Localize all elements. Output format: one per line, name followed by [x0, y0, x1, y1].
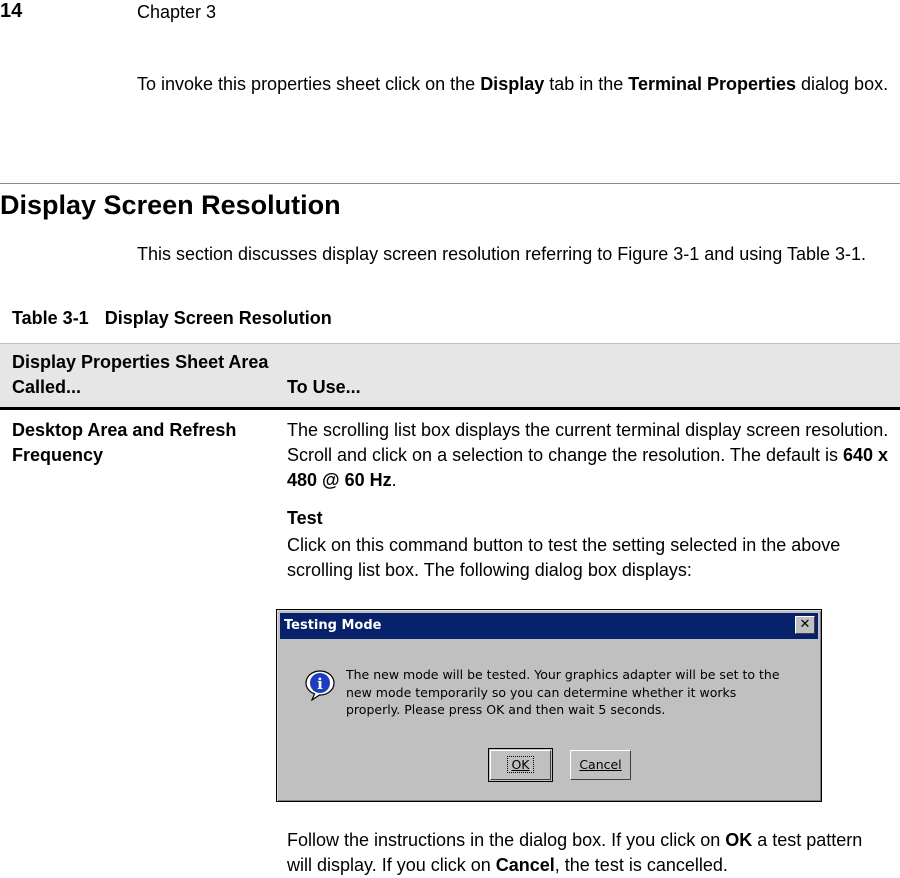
row-text: The scrolling list box displays the current terminal display screen resolution. Scroll and click on a selection to change the resolution. The default is [287, 420, 889, 465]
intro-paragraph [137, 72, 897, 97]
follow-text: , the test is cancelled. [554, 855, 728, 875]
table-row-label: Desktop Area and Refresh Frequency [12, 420, 237, 465]
dialog-message-line: new mode temporarily so you can determine whether it works [346, 684, 737, 700]
cancel-button[interactable] [570, 750, 631, 780]
row-text: . [391, 470, 397, 490]
chapter-label: Chapter 3 [137, 2, 217, 22]
table-caption-number: Table 3-1 [12, 308, 89, 328]
info-icon-glyph: i [317, 675, 323, 693]
table-caption-title: Display Screen Resolution [104, 308, 332, 328]
follow-text: Follow the instructions in the dialog box. If you click on [287, 830, 726, 850]
follow-text: a test pattern will display. If you click on [287, 830, 863, 875]
testing-mode-dialog [276, 609, 822, 802]
test-description: Click on this command button to test the setting selected in the above scrolling list box. The following dialog box displays: [287, 535, 841, 580]
intro-dialog-name: Terminal Properties [628, 74, 797, 94]
table-caption [12, 308, 332, 329]
follow-ok: OK [725, 830, 753, 850]
section-body: This section discusses display screen resolution referring to Figure 3-1 and using Table 3-1. [137, 244, 867, 264]
table-header-rule [0, 407, 900, 410]
ok-button[interactable] [490, 750, 551, 780]
section-divider [0, 183, 900, 184]
table-header-col1: Display Properties Sheet Area Called... [12, 352, 269, 397]
section-title: Display Screen Resolution [0, 190, 341, 220]
table-row-description [287, 418, 892, 493]
dialog-message-line: properly. Please press OK and then wait 5 seconds. [346, 702, 666, 717]
page-number: 14 [0, 0, 23, 22]
dialog-message [346, 666, 796, 719]
dialog-title-bar [280, 613, 818, 639]
follow-cancel: Cancel [495, 855, 555, 875]
follow-instructions [287, 828, 892, 878]
ok-button-label: OK [507, 756, 533, 773]
default-resolution: 640 x 480 @ 60 Hz [287, 445, 889, 490]
intro-tab-name: Display [480, 74, 545, 94]
close-icon[interactable]: ✕ [795, 616, 815, 634]
intro-text: dialog box. [796, 74, 889, 94]
test-heading: Test [287, 508, 323, 528]
intro-text: tab in the [544, 74, 629, 94]
intro-text: To invoke this properties sheet click on the [137, 74, 481, 94]
dialog-message-line: The new mode will be tested. Your graphics adapter will be set to the [346, 667, 780, 682]
table-header-col2: To Use... [287, 377, 361, 397]
dialog-title: Testing Mode [284, 618, 382, 633]
info-icon [304, 669, 336, 701]
cancel-button-label: Cancel [579, 757, 622, 772]
